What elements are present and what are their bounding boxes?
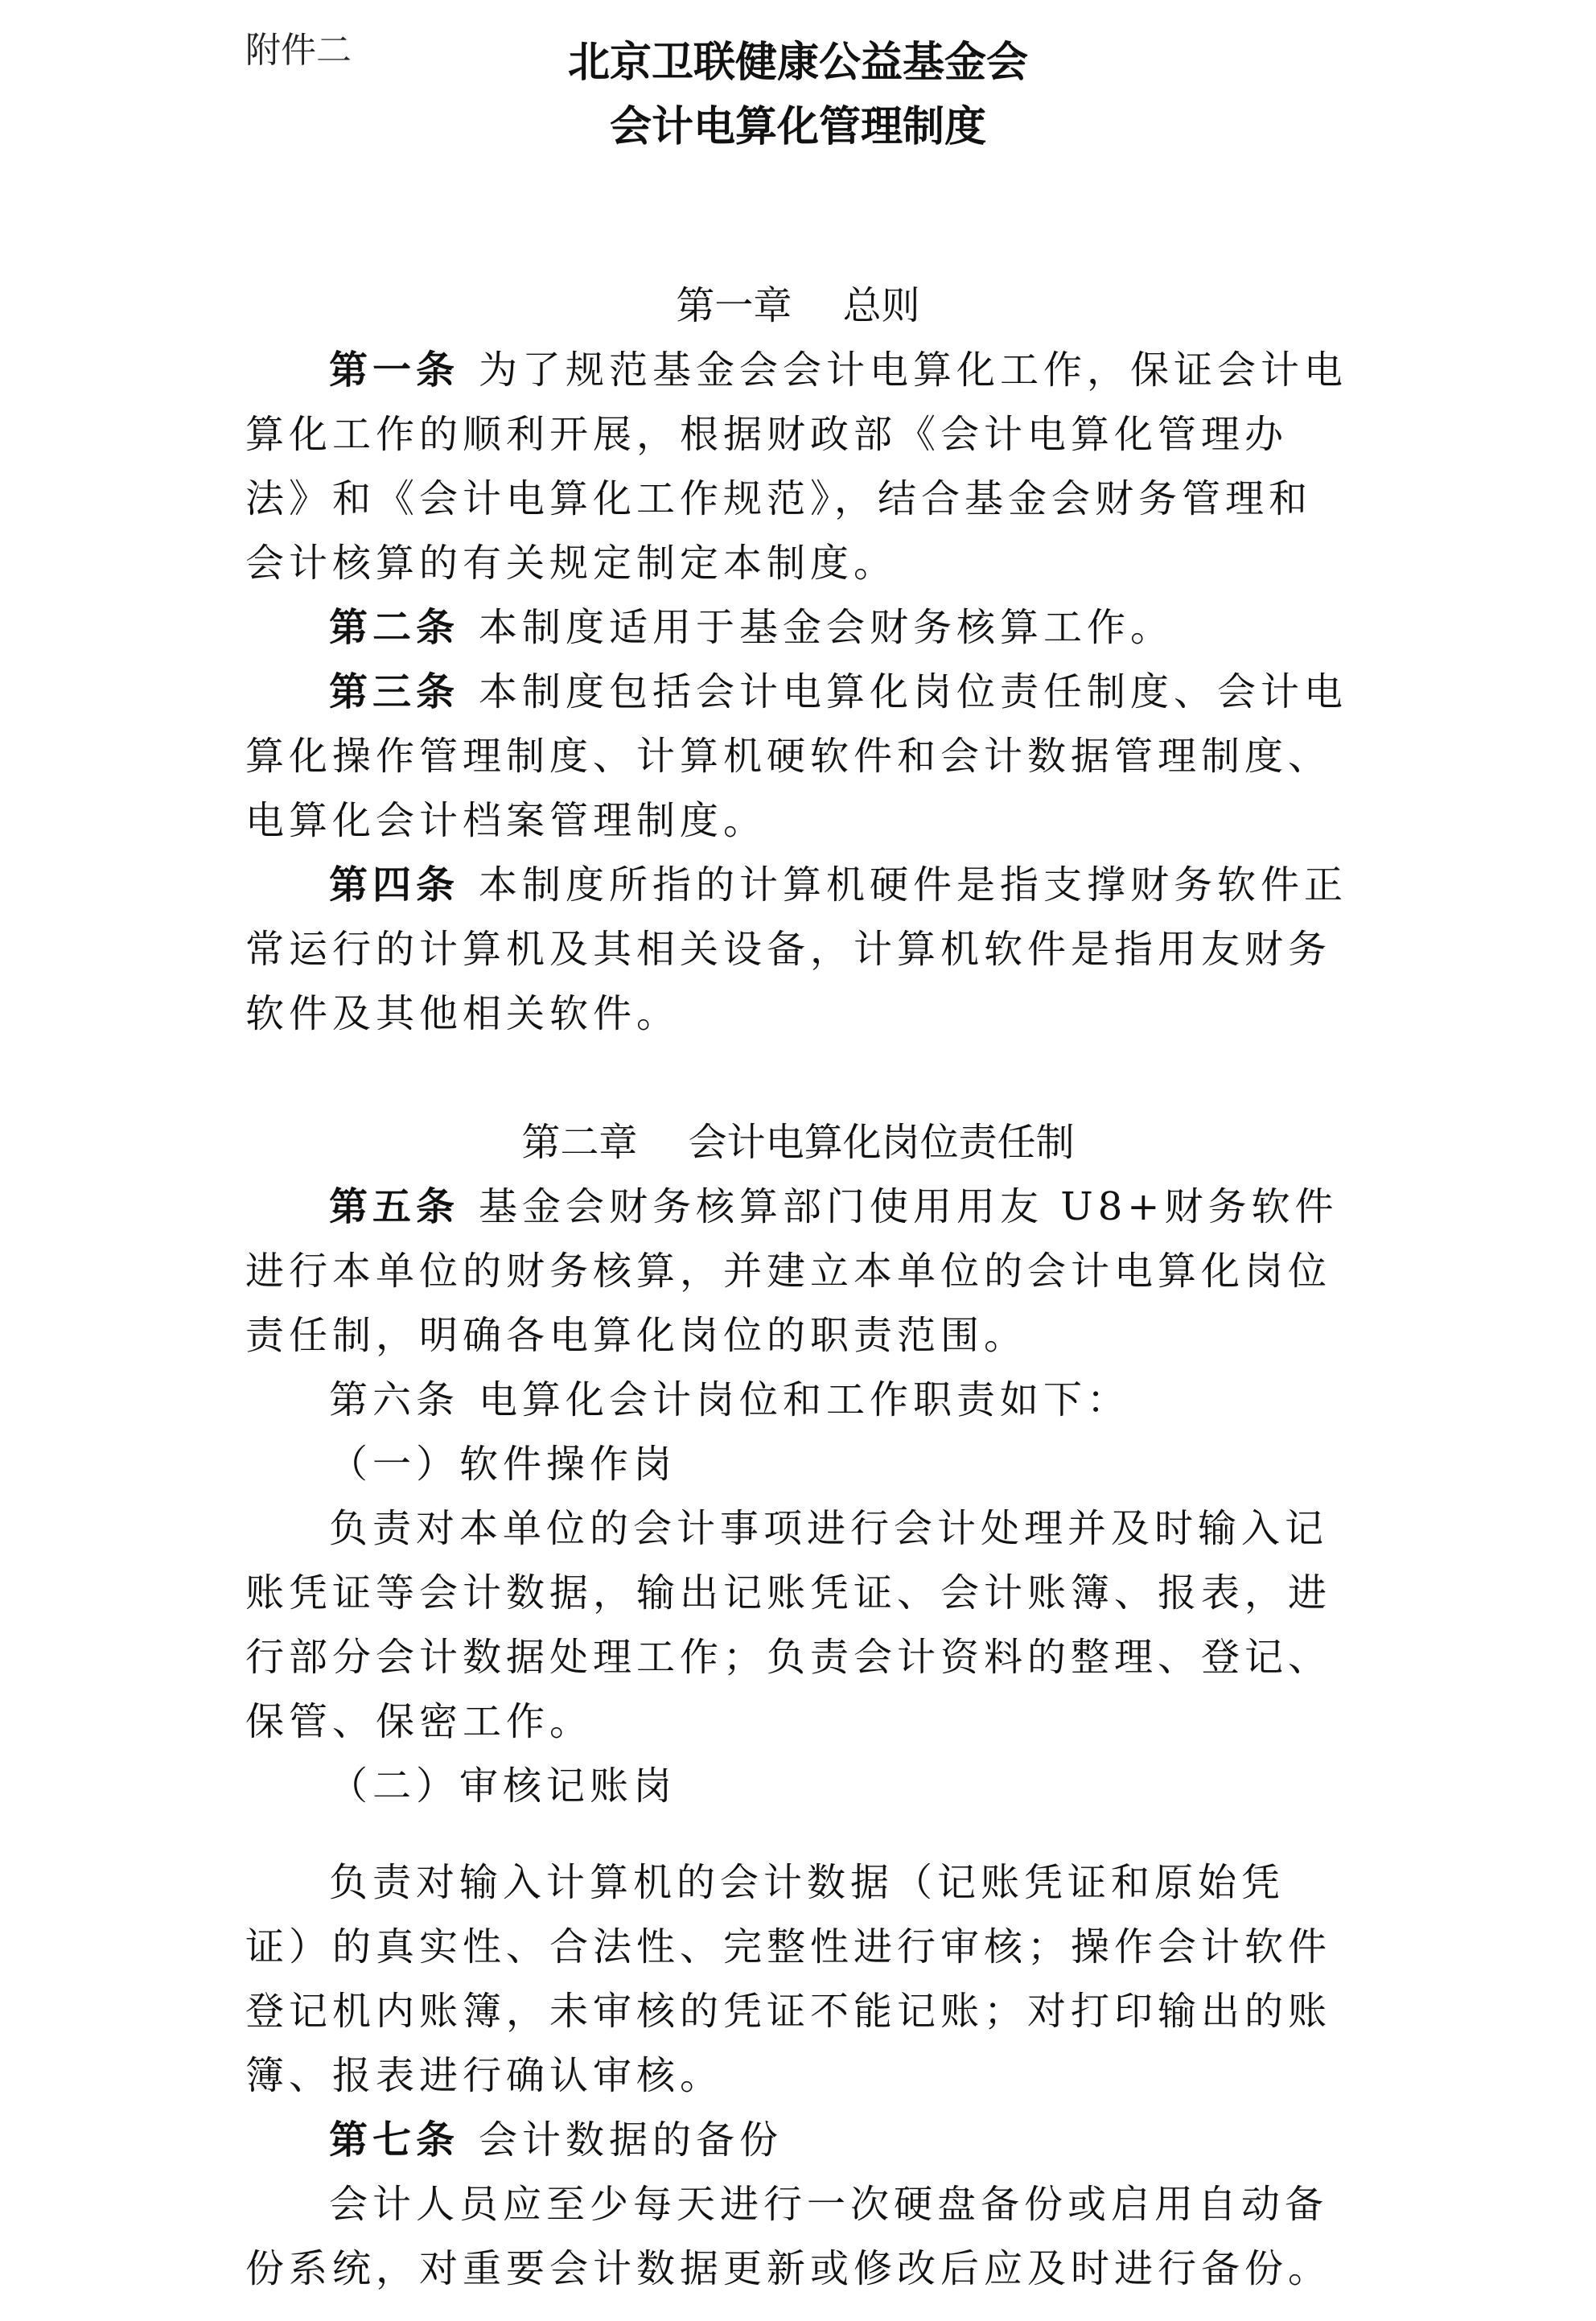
chapter2-heading: 第二章 会计电算化岗位责任制 <box>521 1120 1075 1165</box>
article-6-text: 电算化会计岗位和工作职责如下： <box>479 1377 1131 1422</box>
article-2-label: 第二条 <box>329 605 460 650</box>
article-1-label: 第一条 <box>329 348 460 393</box>
article-7-text: 会计数据的备份 <box>479 2117 784 2163</box>
article-1-text: 为了规范基金会会计电算化工作，保证会计电算化工作的顺利开展，根据财政部《会计电算化管理办法》和《会计电算化工作规范》，结合基金会财务管理和会计核算的有关规定制定本制度。 <box>245 348 1348 586</box>
item-1-text: 负责对本单位的会计事项进行会计处理并及时输入记账凭证等会计数据，输出记账凭证、会计账簿、报表，进行部分会计数据处理工作；负责会计资料的整理、登记、保管、保密工作。 <box>245 1506 1332 1744</box>
article-2 <box>245 595 1352 660</box>
article-7 <box>245 2108 1352 2172</box>
article-5-label: 第五条 <box>329 1184 460 1229</box>
article-7-label: 第七条 <box>329 2117 460 2163</box>
article-3 <box>245 660 1352 853</box>
article-3-label: 第三条 <box>329 669 460 714</box>
item-2-text: 负责对输入计算机的会计数据（记账凭证和原始凭证）的真实性、合法性、完整性进行审核；操作会计软件登记机内账簿，未审核的凭证不能记账；对打印输出的账簿、报表进行确认审核。 <box>245 1860 1332 2098</box>
article-2-text: 本制度适用于基金会财务核算工作。 <box>479 605 1174 650</box>
article-5 <box>245 1175 1352 1368</box>
article-3-text: 本制度包括会计电算化岗位责任制度、会计电算化操作管理制度、计算机硬软件和会计数据管理制度、电算化会计档案管理制度。 <box>245 669 1348 843</box>
article-4-text: 本制度所指的计算机硬件是指支撑财务软件正常运行的计算机及其相关设备，计算机软件是指用友财务软件及其他相关软件。 <box>245 862 1348 1036</box>
article-1 <box>245 338 1352 595</box>
chapter1-heading: 第一章 总则 <box>676 283 920 328</box>
article-4 <box>245 853 1352 1046</box>
document-title-line1: 北京卫联健康公益基金会 <box>567 39 1028 87</box>
item-1-title: （一）软件操作岗 <box>329 1442 677 1487</box>
article-5-text: 基金会财务核算部门使用用友 U8+财务软件进行本单位的财务核算，并建立本单位的会计电算化岗位责任制，明确各电算化岗位的职责范围。 <box>245 1184 1339 1358</box>
article-7-body: 会计人员应至少每天进行一次硬盘备份或启用自动备份系统，对重要会计数据更新或修改后应及时进行备份。 <box>245 2182 1332 2291</box>
article-6 <box>245 1368 1352 1432</box>
article-6-label: 第六条 <box>329 1377 460 1422</box>
item-2-title: （二）审核记账岗 <box>329 1763 677 1809</box>
attachment-label: 附件二 <box>245 30 352 71</box>
article-4-label: 第四条 <box>329 862 460 907</box>
document-title-line2: 会计电算化管理制度 <box>609 103 986 151</box>
